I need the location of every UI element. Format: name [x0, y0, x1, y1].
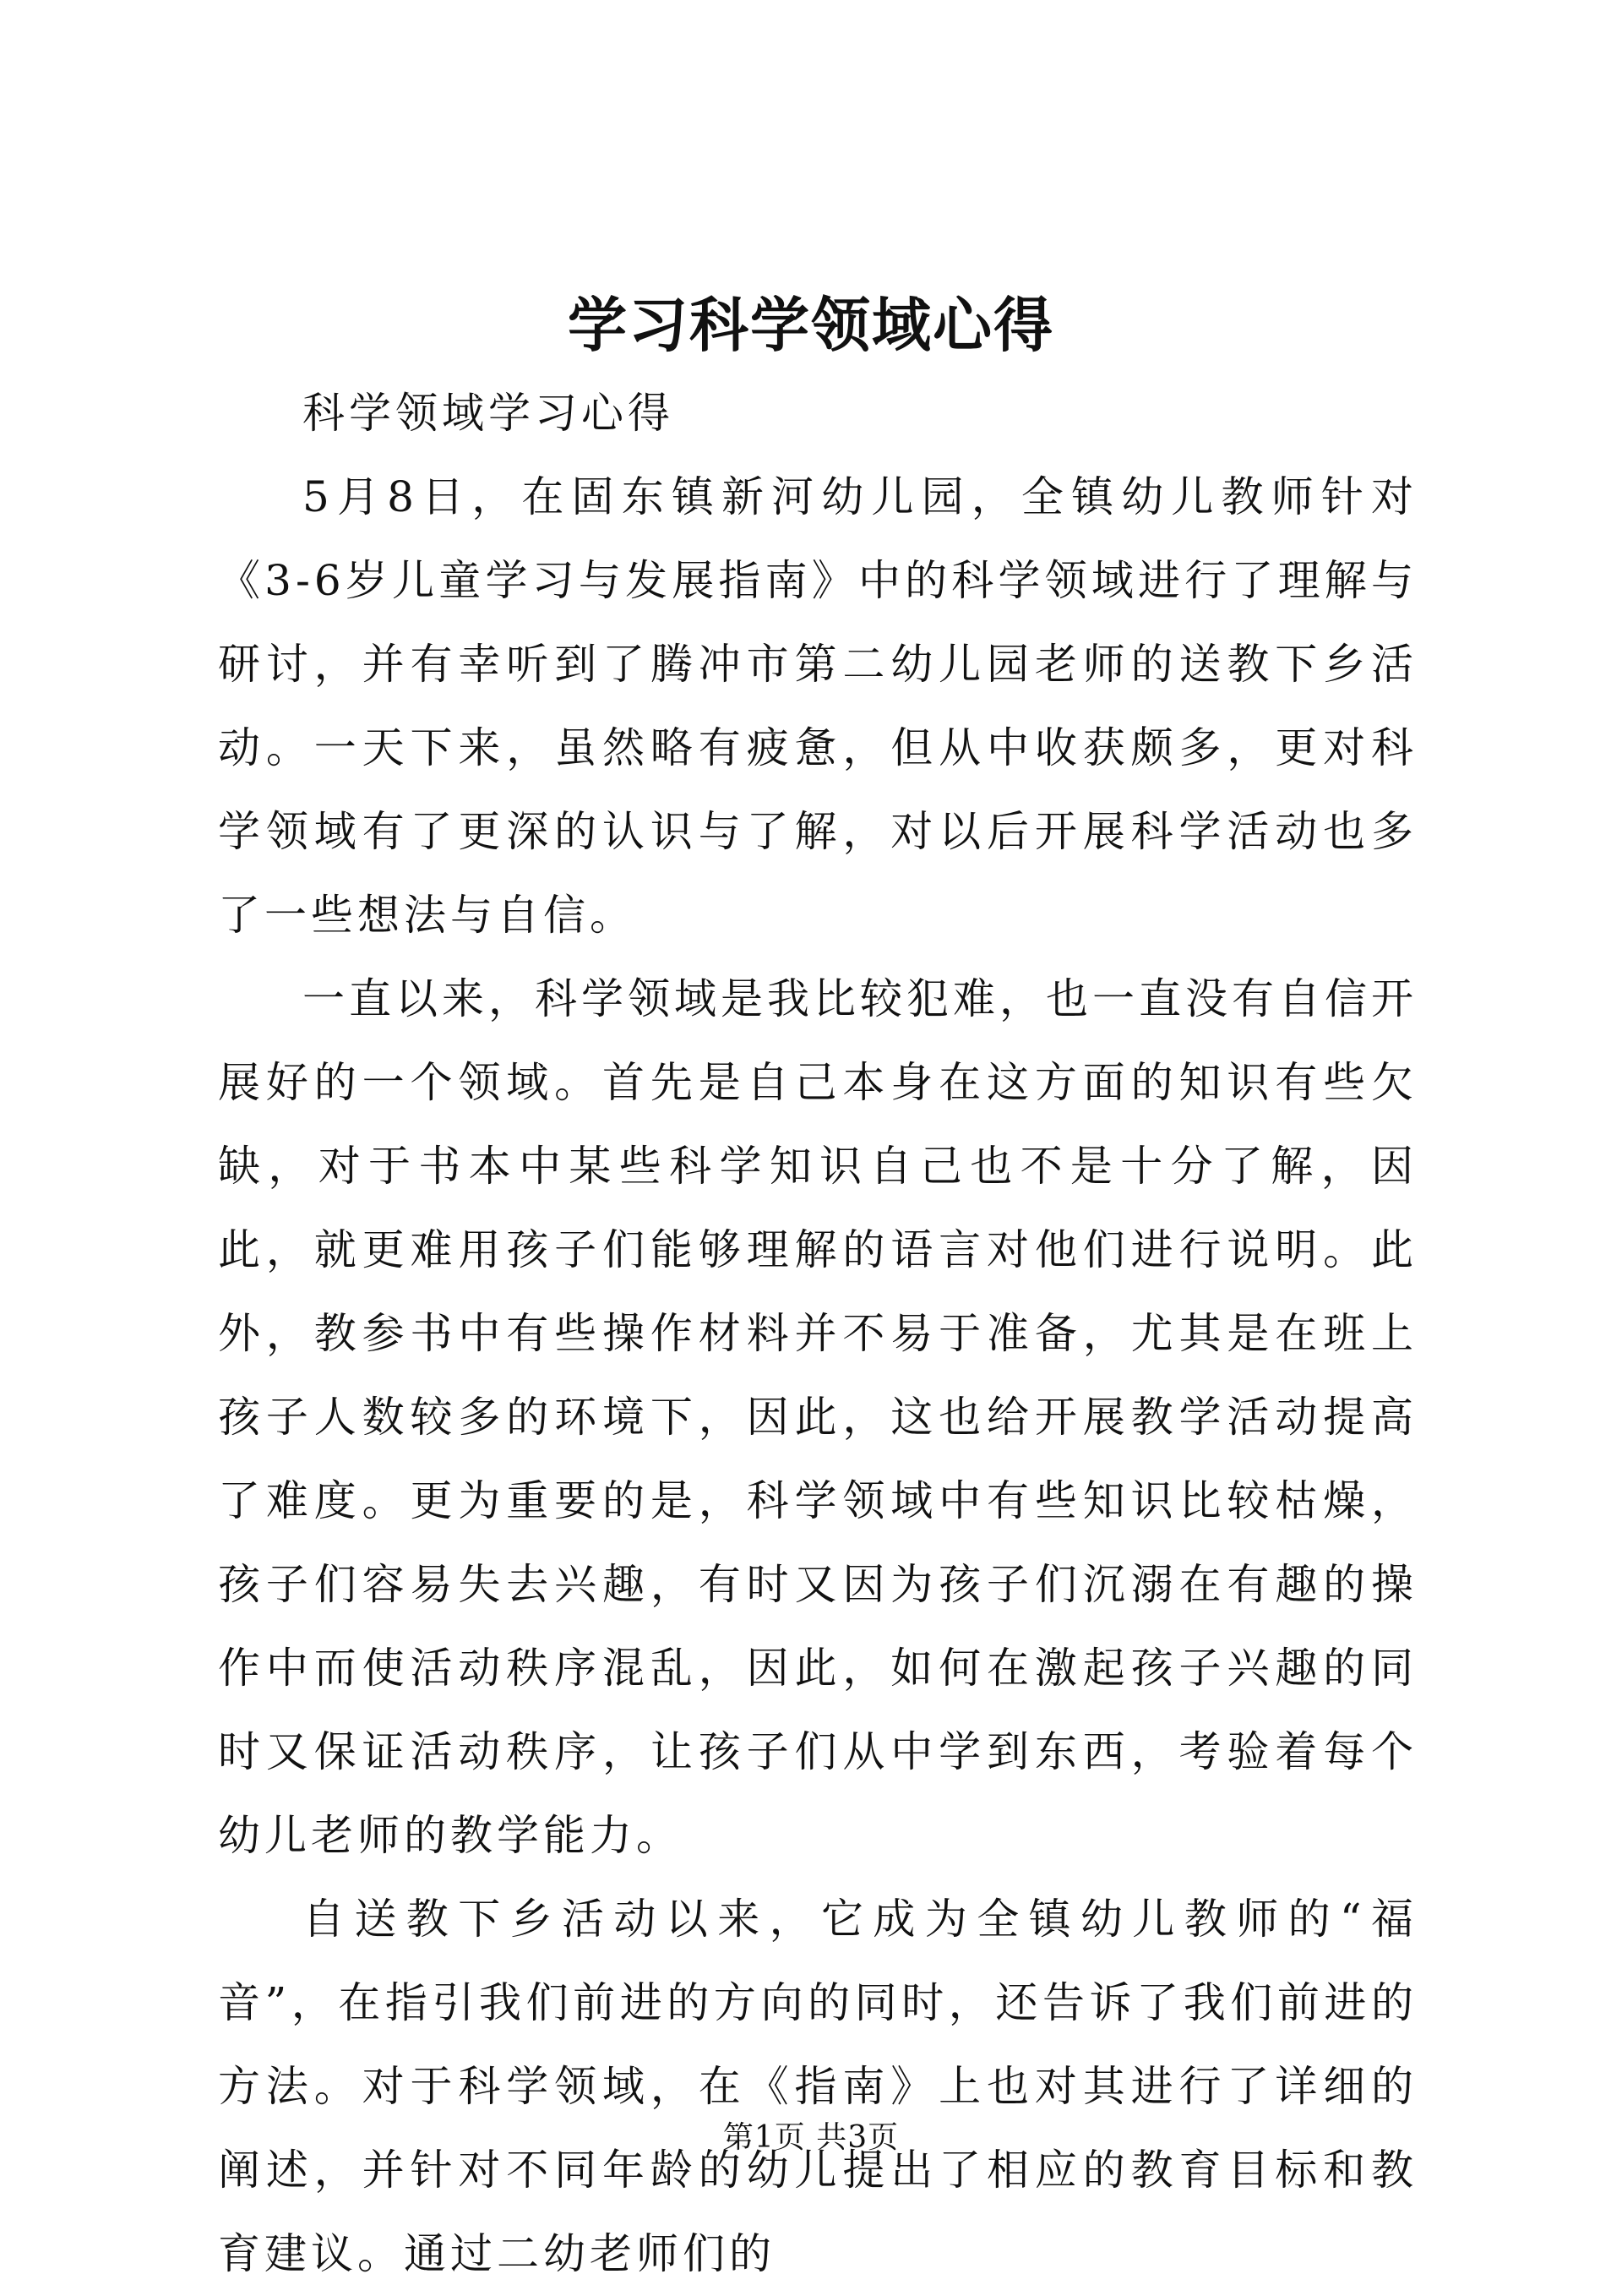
paragraph-3: 自送教下乡活动以来，它成为全镇幼儿教师的“福音”，在指引我们前进的方向的同时，还告诉了我们前进的方法。对于科学领域，在《指南》上也对其进行了详细的阐述，并针对不同年龄的幼儿提出了相应的教育目标和教育建议。通过二幼老师们的 [218, 1895, 1418, 2278]
page-number-footer: 第1页 共3页 [722, 2120, 900, 2155]
paragraph-1: 5月8日，在固东镇新河幼儿园，全镇幼儿教师针对《3-6岁儿童学习与发展指南》中的科学领域进行了理解与研讨，并有幸听到了腾冲市第二幼儿园老师的送教下乡活动。一天下来，虽然略有疲惫，但从中收获颇多，更对科学领域有了更深的认识与了解，对以后开展科学活动也多了一些想法与自信。 [218, 472, 1418, 940]
document-title: 学习科学领域心得 [568, 290, 1054, 360]
paragraph-2: 一直以来，科学领域是我比较犯难，也一直没有自信开展好的一个领域。首先是自己本身在这方面的知识有些欠缺，对于书本中某些科学知识自己也不是十分了解，因此，就更难用孩子们能够理解的语言对他们进行说明。此外，教参书中有些操作材料并不易于准备，尤其是在班上孩子人数较多的环境下，因此，这也给开展教学活动提高了难度。更为重要的是，科学领域中有些知识比较枯燥，孩子们容易失去兴趣，有时又因为孩子们沉溺在有趣的操作中而使活动秩序混乱，因此，如何在激起孩子兴趣的同时又保证活动秩序，让孩子们从中学到东西，考验着每个幼儿老师的教学能力。 [218, 974, 1418, 1860]
document-body [218, 372, 1418, 2296]
paragraph-subtitle: 科学领域学习心得 [302, 389, 674, 438]
